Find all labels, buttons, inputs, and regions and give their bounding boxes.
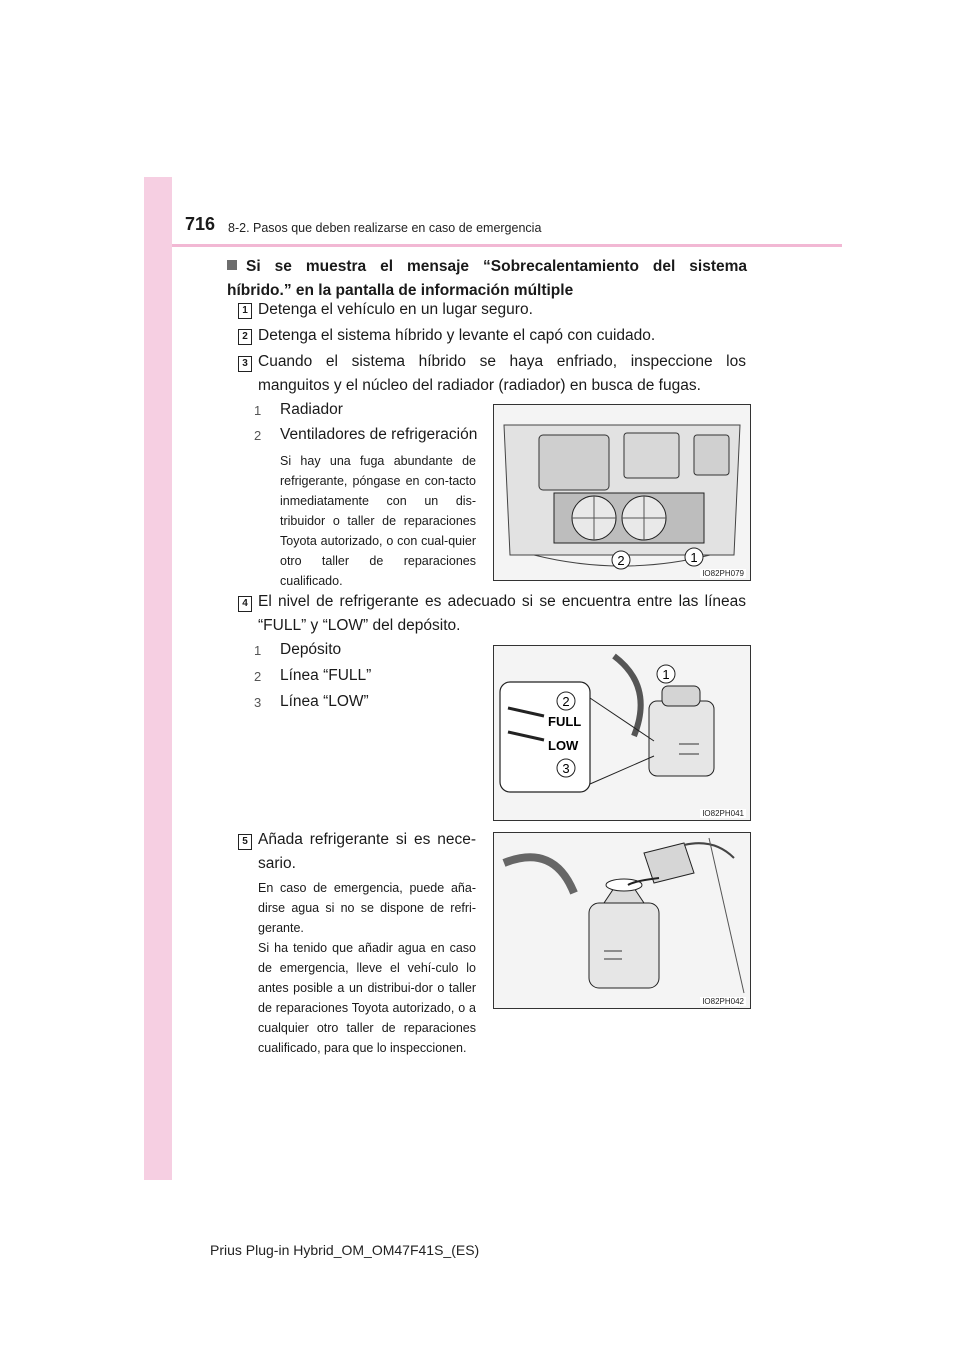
callout-text: Línea “FULL”	[280, 667, 372, 684]
figure-code: IO82PH041	[702, 809, 744, 818]
reservoir-illustration	[494, 646, 750, 820]
figure-coolant-reservoir	[493, 645, 751, 821]
callout-text: Línea “LOW”	[280, 693, 369, 710]
section-title: 8-2. Pasos que deben realizarse en caso de emergencia	[228, 221, 542, 235]
step-number: 5	[238, 834, 252, 850]
figure-label: 2	[617, 553, 625, 568]
engine-bay-illustration	[494, 405, 750, 580]
callout-number: 2	[254, 669, 262, 684]
callout-number: 1	[254, 403, 262, 418]
water-note: En caso de emergencia, puede aña-dirse agua si no se dispone de refri-gerante.	[258, 881, 476, 935]
full-line-label: FULL	[548, 714, 582, 729]
step-number: 2	[238, 329, 252, 345]
figure-adding-coolant	[493, 832, 751, 1009]
step-number: 4	[238, 596, 252, 612]
step-text: Detenga el sistema híbrido y levante el capó con cuidado.	[258, 327, 656, 344]
section-heading	[227, 255, 747, 303]
step-text: Detenga el vehículo en un lugar seguro.	[258, 301, 533, 318]
figure-engine-bay	[493, 404, 751, 581]
header-rule	[172, 244, 842, 247]
adding-coolant-illustration	[494, 833, 750, 1008]
footer-text: Prius Plug-in Hybrid_OM_OM47F41S_(ES)	[210, 1242, 480, 1258]
figure-label: 3	[562, 761, 570, 776]
leak-note: Si hay una fuga abundante de refrigerante, póngase en con-tacto inmediatamente con un dis-tribuidor o taller de reparaciones Toyota autorizado, o con cual-quier otro taller de reparaciones cualificado.	[280, 454, 476, 588]
callout-text: Radiador	[280, 401, 343, 418]
step-text: Añada refrigerante si es nece-sario.	[258, 831, 476, 872]
sidebar-tab	[144, 177, 172, 1180]
step-text: El nivel de refrigerante es adecuado si se encuentra entre las líneas “FULL” y “LOW” del depósito.	[258, 593, 746, 634]
callout-text: Depósito	[280, 641, 342, 658]
page-number: 716	[185, 214, 216, 234]
figure-code: IO82PH079	[702, 569, 744, 578]
callout-number: 3	[254, 695, 262, 710]
heading-text: Si se muestra el mensaje “Sobrecalentamiento del sistema híbrido.” en la pantalla de información múltiple	[227, 258, 747, 299]
step-number: 3	[238, 356, 252, 372]
step-text: Cuando el sistema híbrido se haya enfriado, inspeccione los manguitos y el núcleo del radiador (radiador) en busca de fugas.	[258, 353, 746, 394]
figure-label: 2	[562, 694, 570, 709]
figure-label: 1	[690, 550, 698, 565]
callout-number: 1	[254, 643, 262, 658]
callout-text: Ventiladores de refrigeración	[280, 426, 478, 443]
step-number: 1	[238, 303, 252, 319]
figure-label: 1	[662, 667, 670, 682]
figure-code: IO82PH042	[702, 997, 744, 1006]
inspection-note: Si ha tenido que añadir agua en caso de emergencia, lleve el vehí-culo lo antes posible a un distribui-dor o taller de reparaciones Toyota autorizado, o a cualquier otro taller de reparaciones cualificado, para que lo inspeccionen.	[258, 941, 476, 1055]
square-bullet-icon	[227, 260, 237, 270]
low-line-label: LOW	[548, 738, 579, 753]
callout-number: 2	[254, 428, 262, 443]
